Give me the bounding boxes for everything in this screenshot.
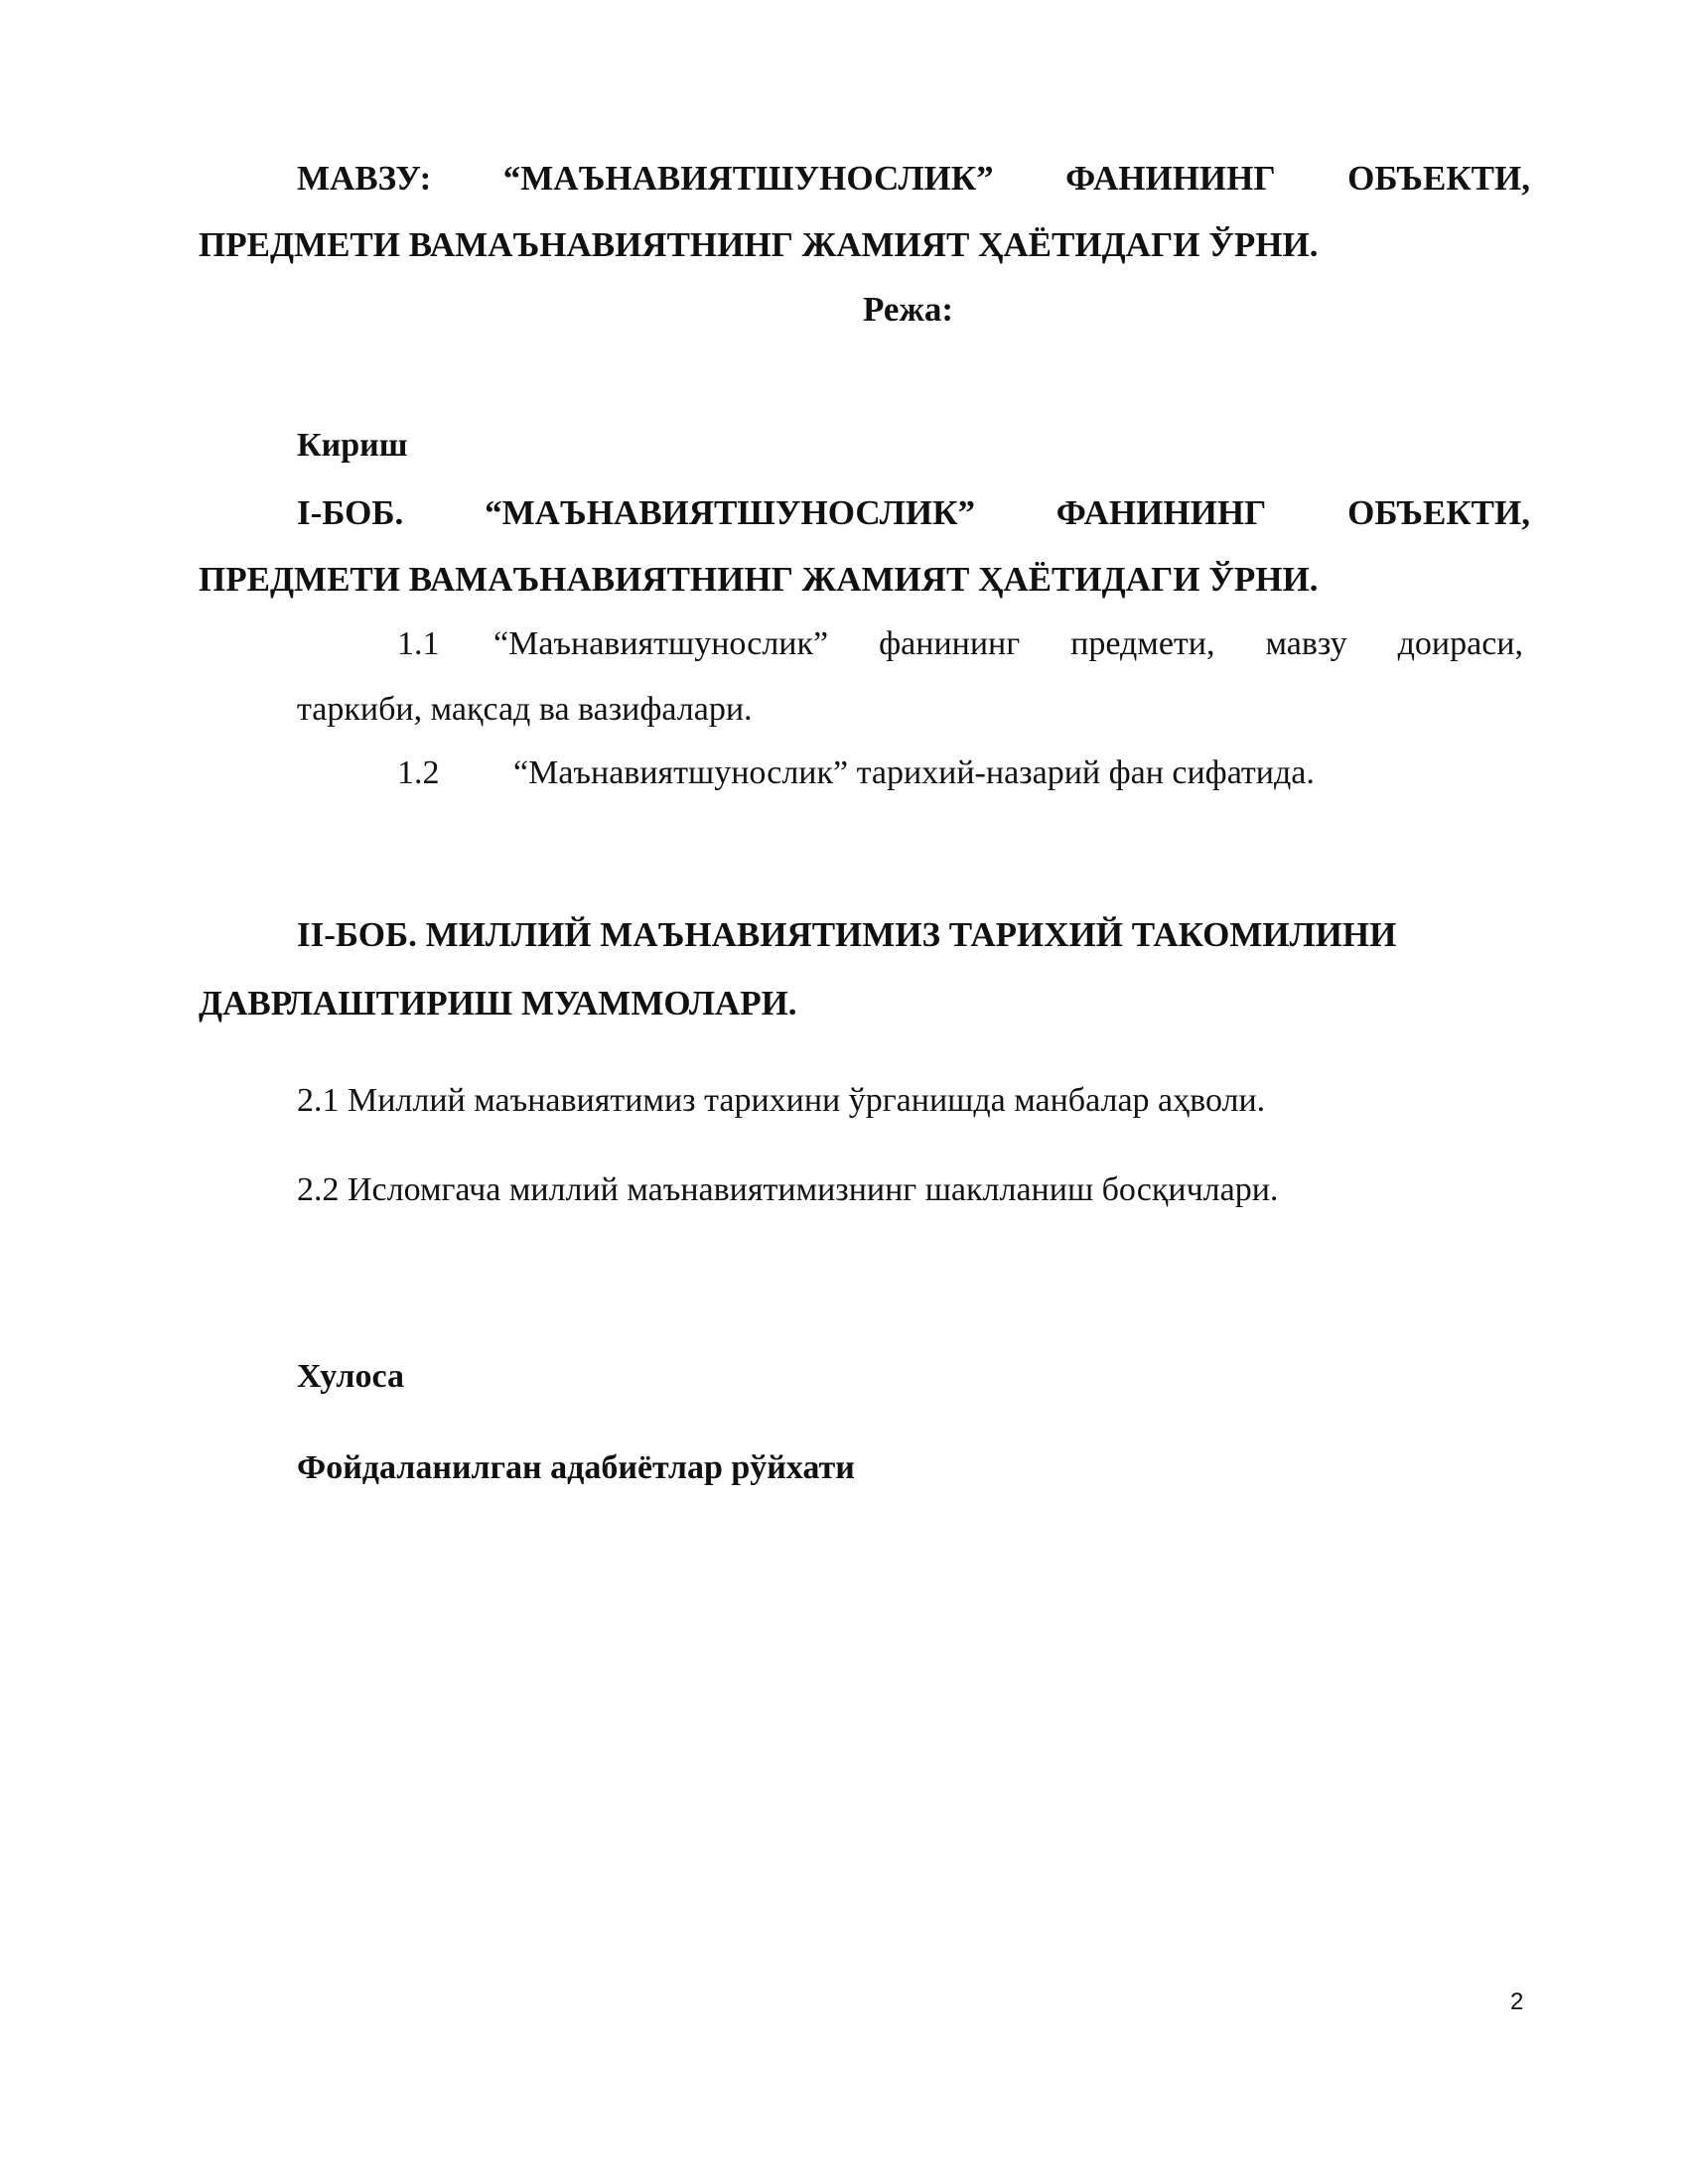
chapter1-word: I-БОБ. [297, 493, 404, 532]
section-word: “Маънавиятшунослик” [493, 625, 829, 662]
conclusion-item: Хулоса [297, 1358, 404, 1395]
section-number: 1.1 [397, 625, 440, 662]
title-word: “МАЪНАВИЯТШУНОСЛИК” [502, 159, 994, 198]
chapter2-heading-line-2: ДАВРЛАШТИРИШ МУАММОЛАРИ. [199, 984, 797, 1023]
section-word: доираси, [1397, 625, 1523, 662]
title-line-1 [297, 159, 1530, 199]
title-word: МАВЗУ: [297, 159, 432, 198]
section-2-2-text: 2.2 Исломгача миллий маънавиятимизнинг шаклланиш босқичлари. [297, 1171, 1279, 1208]
chapter2-heading-line-1: II-БОБ. МИЛЛИЙ МАЪНАВИЯТИМИЗ ТАРИХИЙ ТАКОМИЛИНИ [297, 915, 1397, 954]
introduction-item: Кириш [297, 427, 408, 464]
section-number: 1.2 [397, 754, 440, 791]
chapter1-word: “МАЪНАВИЯТШУНОСЛИК” [485, 493, 975, 532]
section-word: предмети, [1070, 625, 1215, 662]
section-word: фанининг [879, 625, 1021, 662]
references-item: Фойдаланилган адабиётлар рўйхати [297, 1449, 855, 1486]
plan-heading: Режа: [863, 290, 953, 329]
chapter1-heading-line-2: ПРЕДМЕТИ ВАМАЪНАВИЯТНИНГ ЖАМИЯТ ҲАЁТИДАГИ ЎРНИ. [199, 560, 1319, 599]
section-1-1-line-1 [493, 625, 1523, 663]
section-word: мавзу [1265, 625, 1347, 662]
section-2-1-text: 2.1 Миллий маънавиятимиз тарихини ўрганишда манбалар аҳволи. [297, 1082, 1266, 1119]
title-word: ОБЪЕКТИ, [1347, 159, 1530, 198]
chapter1-word: ОБЪЕКТИ, [1347, 493, 1530, 532]
chapter1-heading-line-1 [297, 493, 1530, 533]
section-1-2-text: “Маънавиятшунослик” тарихий-назарий фан сифатида. [513, 754, 1315, 791]
title-line-2: ПРЕДМЕТИ ВАМАЪНАВИЯТНИНГ ЖАМИЯТ ҲАЁТИДАГИ ЎРНИ. [199, 225, 1319, 264]
chapter1-word: ФАНИНИНГ [1055, 493, 1267, 532]
title-word: ФАНИНИНГ [1065, 159, 1276, 198]
page-number: 2 [1510, 1988, 1524, 2015]
section-1-1-line-2: таркиби, мақсад ва вазифалари. [297, 691, 753, 728]
